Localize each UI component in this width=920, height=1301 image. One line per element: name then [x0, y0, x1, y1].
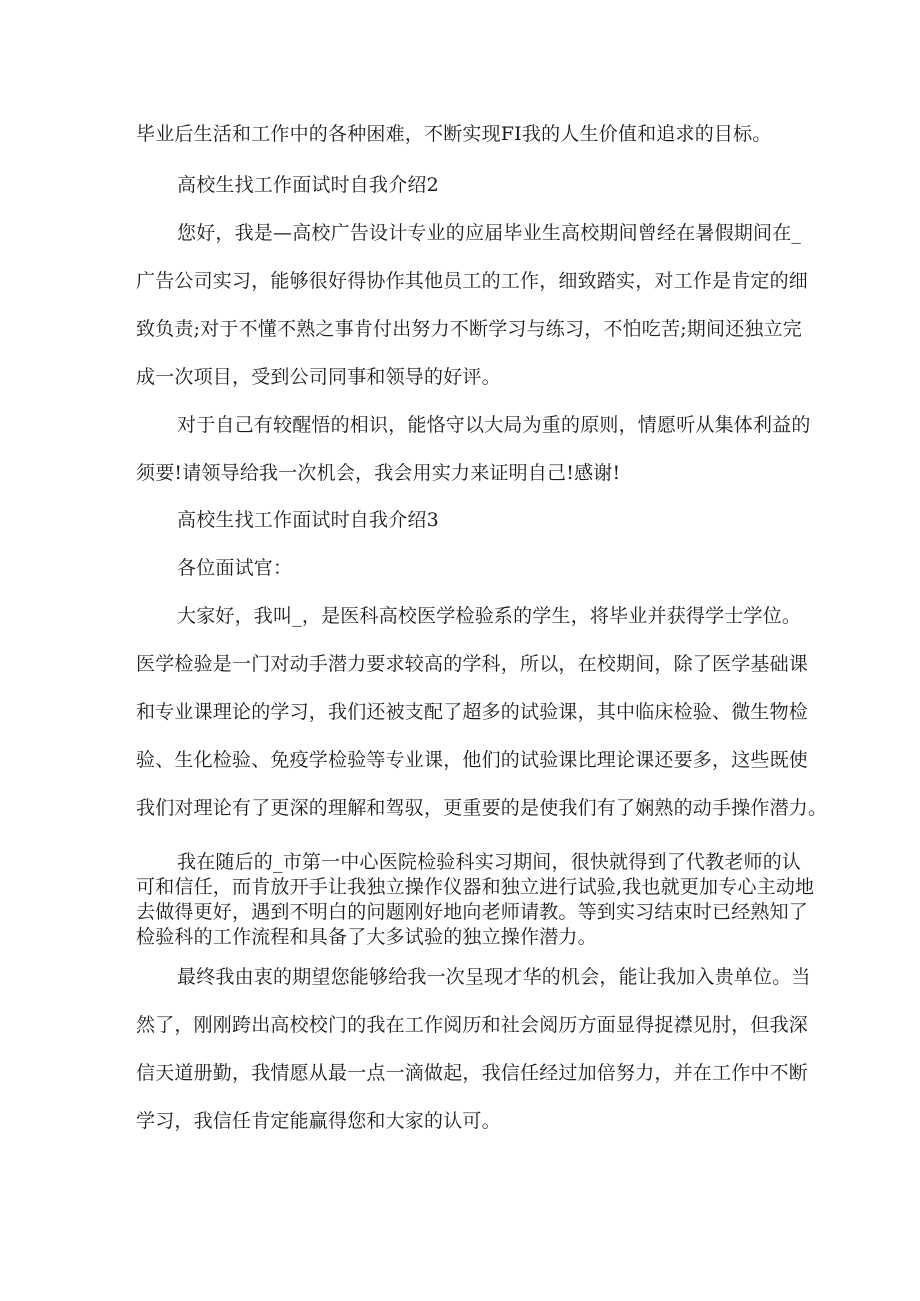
paragraph-line: 可和信任，而肯放开手让我独立操作仪器和独立进行试验,我也就更加专心主动地 — [136, 876, 815, 898]
paragraph-line: 您好，我是—高校广告设计专业的应届毕业生高校期间曾经在暑假期间在_ — [177, 222, 802, 244]
paragraph-line: 然了，刚刚跨出高校校门的我在工作阅历和社会阅历方面显得捉襟见肘，但我深 — [136, 1014, 809, 1036]
paragraph-line: 检验科的工作流程和具备了大多试验的独立操作潜力。 — [136, 926, 597, 948]
paragraph-line: 致负责;对于不懂不熟之事肯付出努力不断学习与练习，不怕吃苦;期间还独立完 — [136, 318, 803, 340]
paragraph-line: 去做得更好，遇到不明白的问题刚好地向老师请教。等到实习结束时已经熟知了 — [136, 901, 809, 923]
paragraph-line: 和专业课理论的学习，我们还被支配了超多的试验课，其中临床检验、微生物检 — [136, 701, 809, 723]
paragraph-line: 我在随后的_市第一中心医院检验科实习期间，很快就得到了代教老师的认 — [177, 851, 802, 873]
paragraph-line: 大家好，我叫_，是医科高校医学检验系的学生，将毕业并获得学士学位。 — [177, 605, 802, 627]
paragraph-line: 学习，我信任肯定能赢得您和大家的认可。 — [136, 1110, 501, 1132]
paragraph-line: 成一次项目，受到公司同事和领导的好评。 — [136, 366, 501, 388]
paragraph-line: 医学检验是一门对动手潜力要求较高的学科，所以，在校期间，除了医学基础课 — [136, 653, 809, 675]
paragraph-line: 最终我由衷的期望您能够给我一次呈现才华的机会，能让我加入贵单位。当 — [177, 966, 811, 988]
paragraph-line: 验、生化检验、免疫学检验等专业课，他们的试验课比理论课还要多，这些既使 — [136, 749, 809, 771]
section-heading-2: 高校生找工作面试时自我介绍2 — [177, 174, 439, 196]
paragraph-line: 我们对理论有了更深的理解和驾驭，更重要的是使我们有了娴熟的动手操作潜力。 — [136, 797, 828, 819]
paragraph-line: 毕业后生活和工作中的各种困难，不断实现FI我的人生价值和追求的目标。 — [136, 123, 772, 145]
paragraph-line: 对于自己有较醒悟的相识，能恪守以大局为重的原则，情愿听从集体利益的 — [177, 414, 811, 436]
salutation: 各位面试官： — [177, 557, 293, 579]
paragraph-line: 须要!请领导给我一次机会，我会用实力来证明自己!感谢! — [136, 462, 621, 484]
paragraph-line: 信天道册勤，我情愿从最一点一滴做起，我信任经过加倍努力，并在工作中不断 — [136, 1062, 809, 1084]
paragraph-line: 广告公司实习，能够很好得协作其他员工的工作，细致踏实，对工作是肯定的细 — [136, 270, 809, 292]
section-heading-3: 高校生找工作面试时自我介绍3 — [177, 509, 439, 531]
